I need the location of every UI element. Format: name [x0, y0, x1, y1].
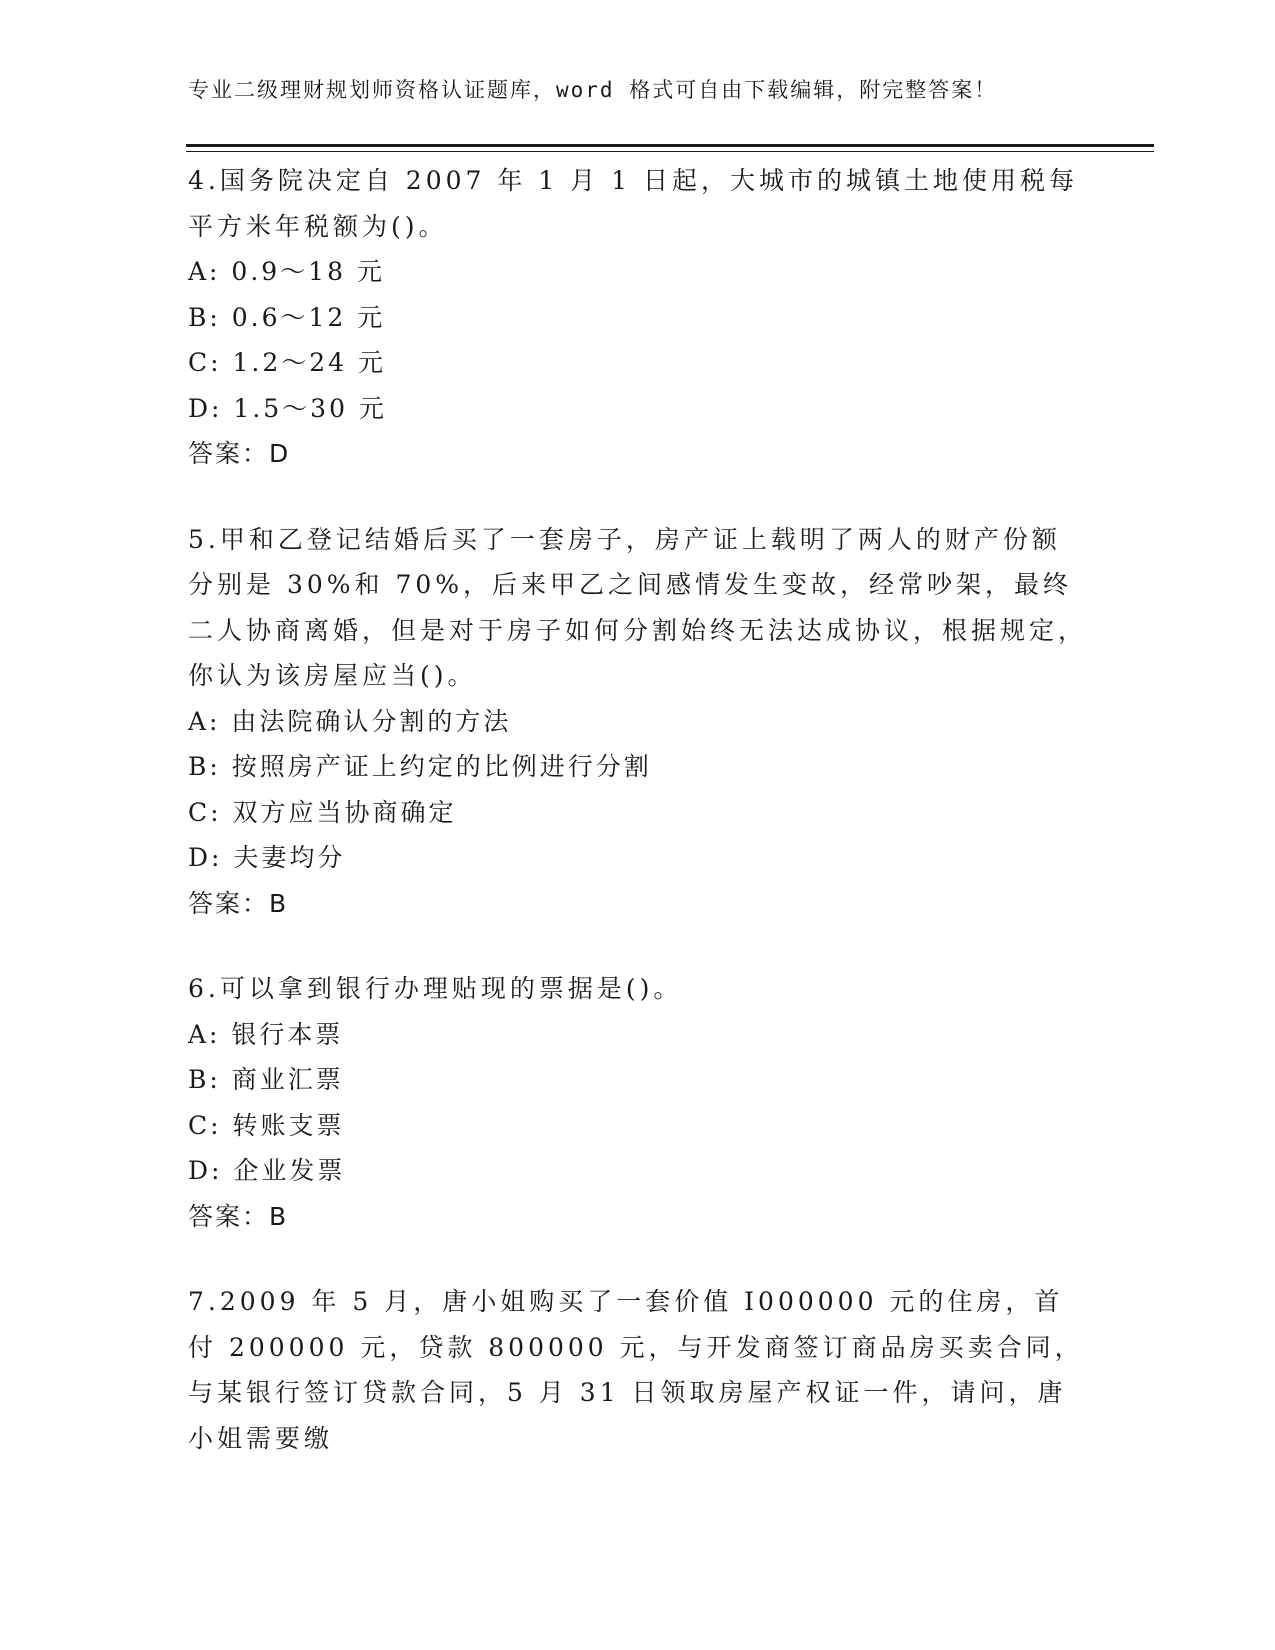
option-b: B: 按照房产证上约定的比例进行分割 [188, 752, 652, 781]
question-4 [188, 158, 1088, 477]
question-list [188, 158, 1088, 1501]
question-text: 4.国务院决定自 2007 年 1 月 1 日起，大城市的城镇土地使用税每平方米年税额为()。 [188, 166, 1078, 241]
header-rule-thin [186, 151, 1154, 152]
option-b: B: 商业汇票 [188, 1065, 344, 1094]
question-5 [188, 517, 1088, 927]
question-7 [188, 1279, 1088, 1461]
option-d: D: 夫妻均分 [188, 843, 346, 872]
page-header: 专业二级理财规划师资格认证题库，word 格式可自由下载编辑，附完整答案！ [188, 78, 998, 102]
option-c: C: 1.2～24 元 [188, 348, 387, 377]
question-text: 5.甲和乙登记结婚后买了一套房子，房产证上载明了两人的财产份额分别是 30%和 70%，后来甲乙之间感情发生变故，经常吵架，最终二人协商离婚，但是对于房子如何分割始终无法达成协议，根据规定，你认为该房屋应当()。 [188, 524, 1088, 690]
answer-line: 答案：B [188, 1201, 289, 1231]
question-text: 6.可以拿到银行办理贴现的票据是()。 [188, 974, 683, 1003]
option-c: C: 双方应当协商确定 [188, 797, 457, 827]
question-text: 7.2009 年 5 月，唐小姐购买了一套价值 I000000 元的住房，首付 200000 元，贷款 800000 元，与开发商签订商品房买卖合同，与某银行签订贷款合同，5 月 31 日领取房屋产权证一件，请问，唐小姐需要缴 [188, 1287, 1084, 1453]
header-rule-thick [186, 144, 1154, 147]
answer-line: 答案：B [188, 888, 289, 918]
option-a: A: 银行本票 [188, 1019, 344, 1049]
option-d: D: 1.5～30 元 [188, 393, 387, 423]
option-d: D: 企业发票 [188, 1156, 346, 1185]
question-6 [188, 966, 1088, 1239]
answer-line: 答案：D [188, 439, 291, 468]
option-b: B: 0.6～12 元 [188, 302, 386, 332]
option-a: A: 由法院确认分割的方法 [188, 706, 512, 736]
option-c: C: 转账支票 [188, 1110, 345, 1140]
option-a: A: 0.9～18 元 [188, 257, 385, 286]
